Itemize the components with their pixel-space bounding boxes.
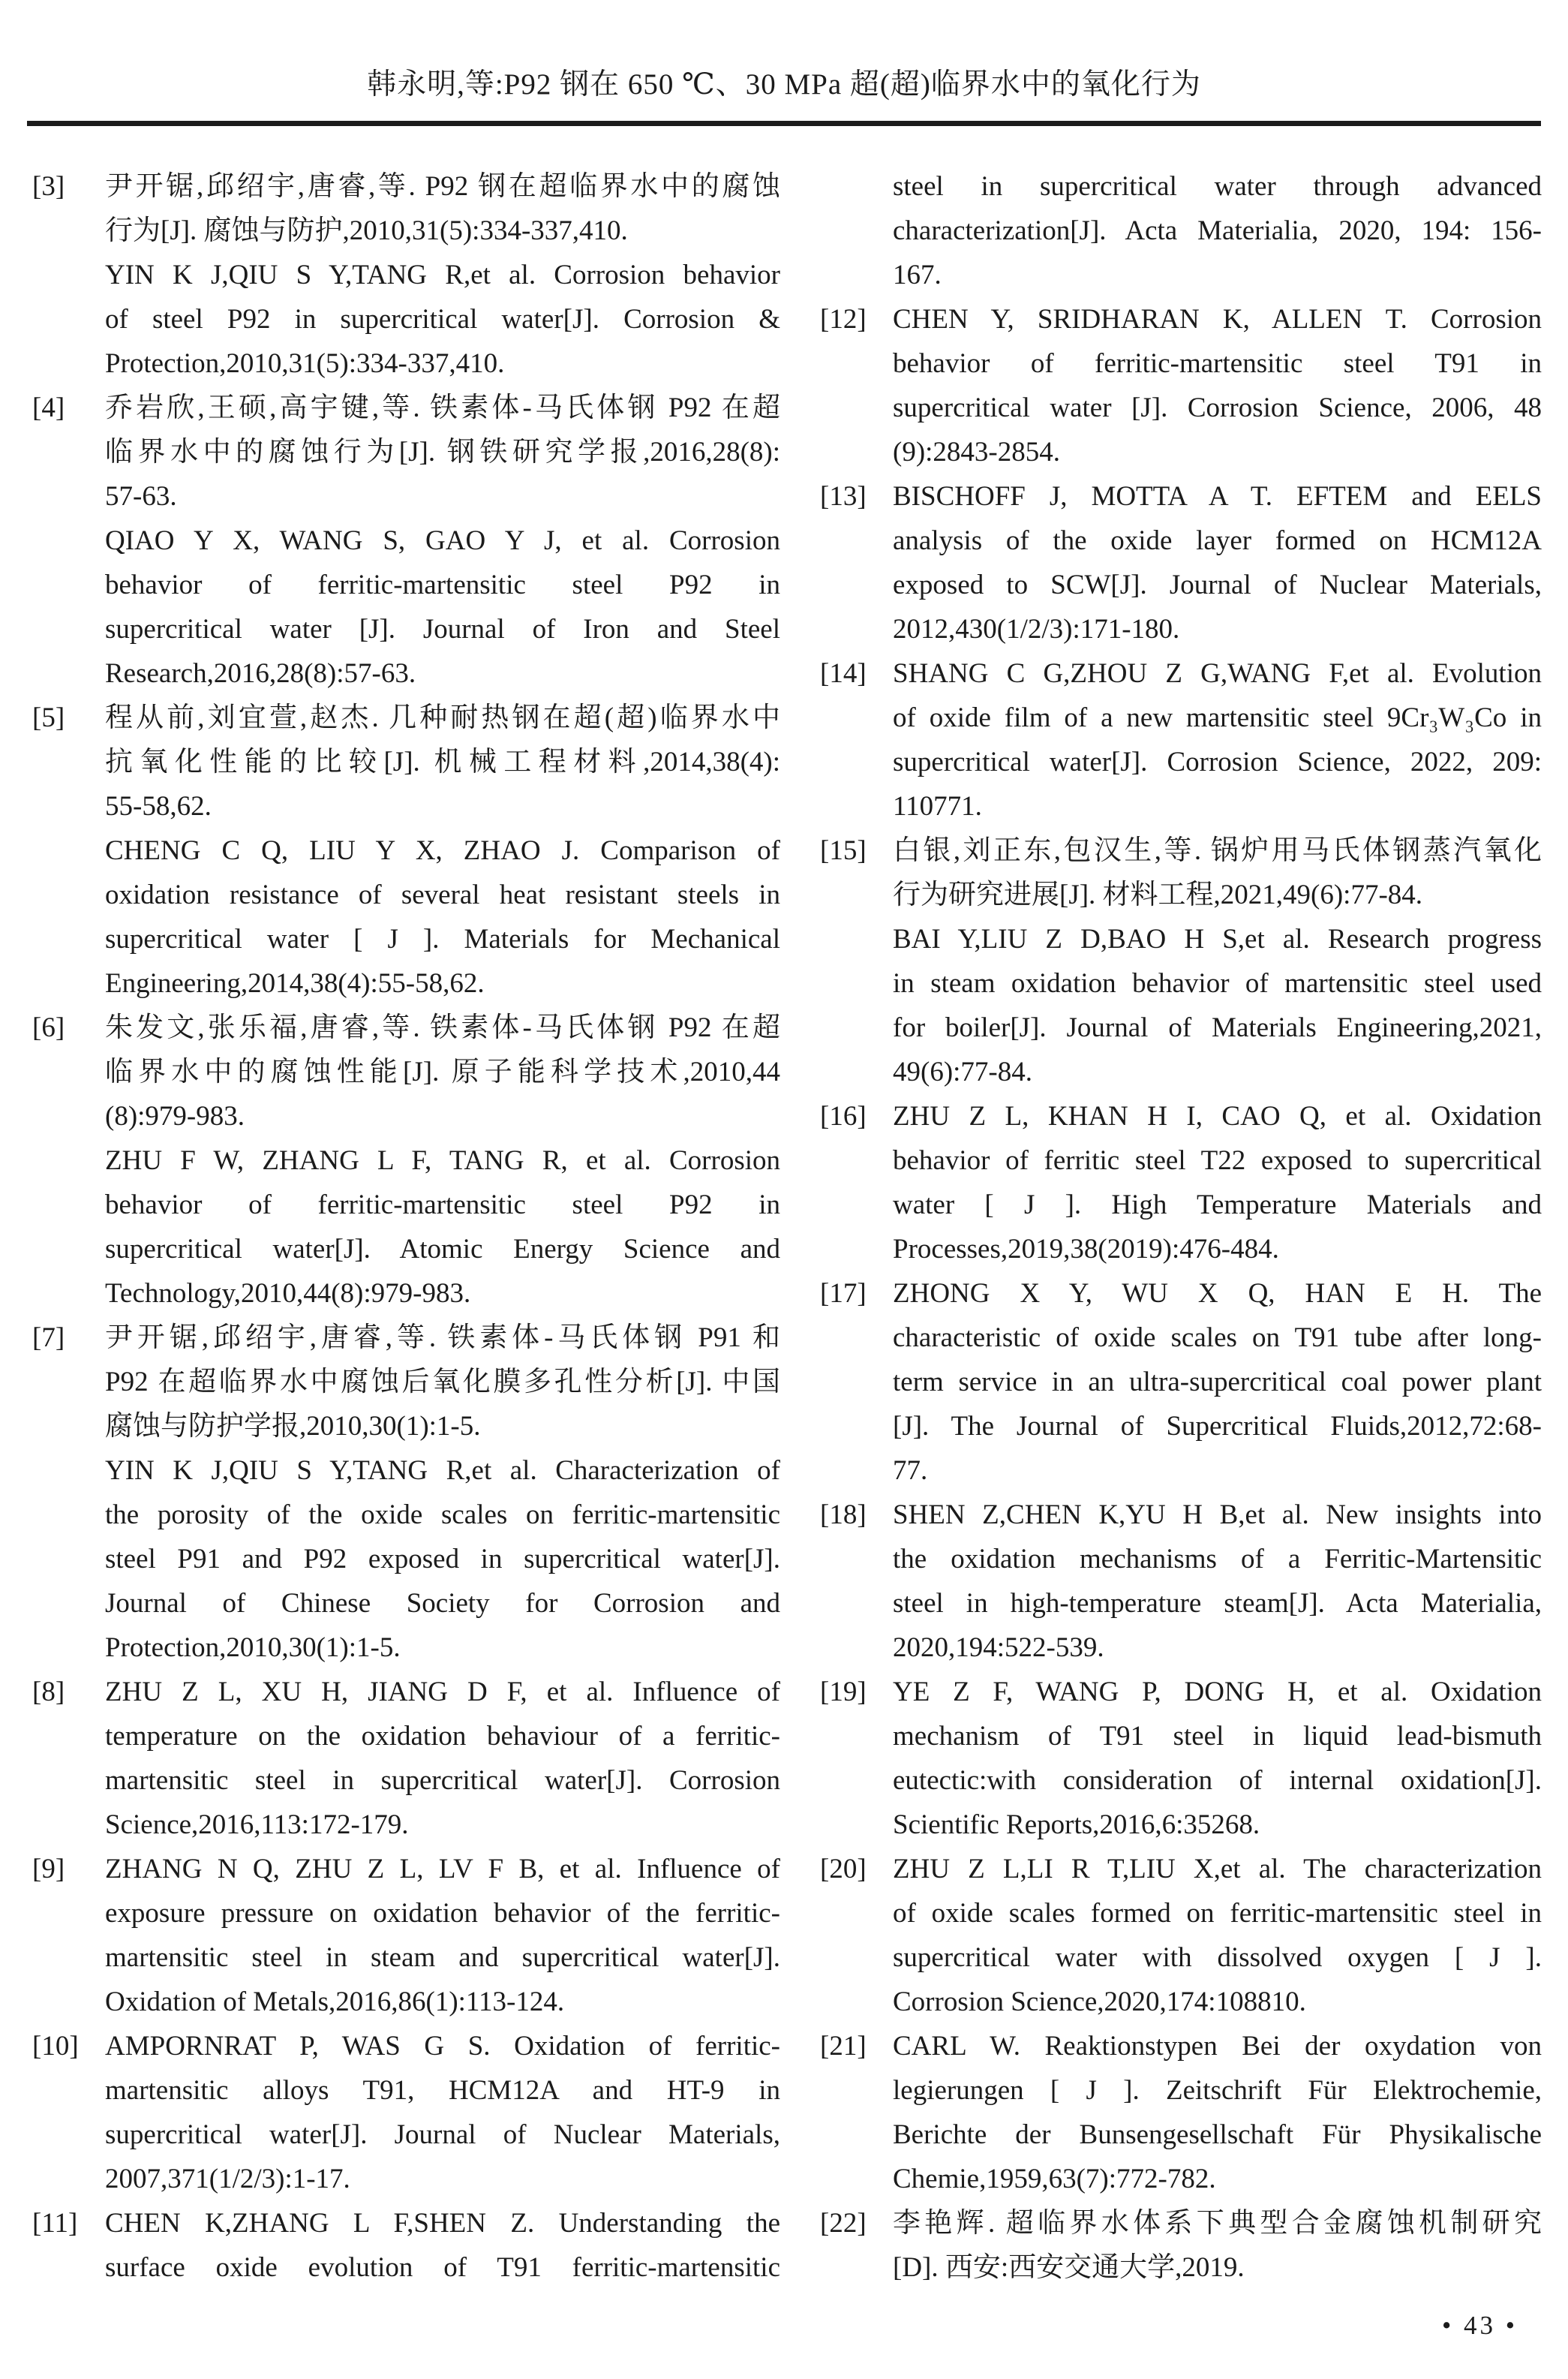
reference-number: [19] bbox=[820, 1677, 867, 1707]
reference-line: supercritical water[J]. Journal of Nuclear Materials, bbox=[105, 2119, 780, 2150]
reference-line: martensitic alloys T91, HCM12A and HT-9 in bbox=[105, 2075, 780, 2106]
reference-number: [5] bbox=[32, 702, 65, 733]
reference-item bbox=[820, 1094, 1542, 1271]
reference-number: [16] bbox=[820, 1101, 867, 1132]
reference-number: [20] bbox=[820, 1854, 867, 1884]
reference-line: AMPORNRAT P, WAS G S. Oxidation of ferritic- bbox=[105, 2031, 780, 2062]
reference-line: BAI Y,LIU Z D,BAO H S,et al. Research progress bbox=[893, 924, 1542, 955]
reference-line: YIN K J,QIU S Y,TANG R,et al. Characterization of bbox=[105, 1455, 780, 1486]
reference-lines bbox=[893, 2024, 1542, 2201]
reference-line: 167. bbox=[893, 260, 942, 290]
reference-lines bbox=[105, 1670, 780, 1847]
reference-item bbox=[32, 1316, 780, 1670]
reference-line: P92 在超临界水中腐蚀后氧化膜多孔性分析[J]. 中国 bbox=[105, 1367, 780, 1397]
reference-line: ZHU Z L, KHAN H I, CAO Q, et al. Oxidation bbox=[893, 1101, 1542, 1132]
reference-line: 行为研究进展[J]. 材料工程,2021,49(6):77-84. bbox=[893, 880, 1423, 910]
reference-number: [13] bbox=[820, 481, 867, 512]
reference-item bbox=[820, 651, 1542, 829]
reference-line: legierungen [ J ]. Zeitschrift Für Elektrochemie, bbox=[893, 2075, 1542, 2106]
reference-lines bbox=[105, 386, 780, 696]
reference-item bbox=[820, 829, 1542, 1094]
reference-item bbox=[820, 2024, 1542, 2201]
reference-item bbox=[820, 297, 1542, 474]
reference-line: Science,2016,113:172-179. bbox=[105, 1809, 409, 1840]
reference-line: behavior of ferritic-martensitic steel P92 in bbox=[105, 1190, 780, 1220]
reference-number: [4] bbox=[32, 392, 65, 423]
references-column-right bbox=[820, 164, 1542, 2290]
reference-line: CHEN Y, SRIDHARAN K, ALLEN T. Corrosion bbox=[893, 304, 1542, 335]
reference-line: 2012,430(1/2/3):171-180. bbox=[893, 614, 1180, 645]
reference-line: 临界水中的腐蚀行为[J]. 钢铁研究学报,2016,28(8): bbox=[105, 437, 780, 468]
reference-number: [21] bbox=[820, 2031, 867, 2062]
reference-line: the porosity of the oxide scales on ferritic-martensitic bbox=[105, 1499, 780, 1530]
reference-line: YIN K J,QIU S Y,TANG R,et al. Corrosion behavior bbox=[105, 260, 780, 290]
reference-line: ZHU Z L, XU H, JIANG D F, et al. Influence of bbox=[105, 1677, 780, 1707]
reference-number: [12] bbox=[820, 304, 867, 335]
reference-lines bbox=[105, 1316, 780, 1670]
reference-number: [6] bbox=[32, 1012, 65, 1043]
reference-line: supercritical water[J]. Corrosion Science, 2022, 209: bbox=[893, 747, 1542, 777]
reference-line: oxidation resistance of several heat resistant steels in bbox=[105, 880, 780, 910]
reference-line: supercritical water [J]. Journal of Iron and Steel bbox=[105, 614, 780, 645]
reference-line: of oxide film of a new martensitic steel 9Cr₃W₃Co in bbox=[893, 702, 1542, 733]
reference-line: [D]. 西安:西安交通大学,2019. bbox=[893, 2252, 1245, 2283]
reference-number bbox=[820, 164, 893, 209]
reference-lines bbox=[105, 2201, 780, 2290]
reference-line: 尹开锯,邱绍宇,唐睿,等. P92 钢在超临界水中的腐蚀 bbox=[105, 171, 780, 202]
reference-line: exposed to SCW[J]. Journal of Nuclear Materials, bbox=[893, 570, 1542, 600]
reference-line: exposure pressure on oxidation behavior of the ferritic- bbox=[105, 1898, 780, 1929]
reference-line: characterization[J]. Acta Materialia, 2020, 194: 156- bbox=[893, 215, 1542, 246]
reference-line: ZHANG N Q, ZHU Z L, LV F B, et al. Influence of bbox=[105, 1854, 780, 1884]
reference-lines bbox=[893, 829, 1542, 1094]
reference-number: [17] bbox=[820, 1278, 867, 1309]
reference-number: [8] bbox=[32, 1677, 65, 1707]
reference-line: 程从前,刘宜萱,赵杰. 几种耐热钢在超(超)临界水中 bbox=[105, 702, 780, 733]
reference-line: Oxidation of Metals,2016,86(1):113-124. bbox=[105, 1987, 565, 2017]
reference-number: [11] bbox=[32, 2208, 78, 2239]
reference-line: Protection,2010,31(5):334-337,410. bbox=[105, 348, 505, 379]
reference-number: [7] bbox=[32, 1322, 65, 1353]
reference-item bbox=[32, 2201, 780, 2290]
reference-line: 腐蚀与防护学报,2010,30(1):1-5. bbox=[105, 1411, 481, 1442]
page-number: • 43 • bbox=[1441, 2311, 1518, 2340]
reference-line: martensitic steel in supercritical water[J]. Corrosion bbox=[105, 1765, 780, 1796]
reference-number: [9] bbox=[32, 1854, 65, 1884]
reference-line: supercritical water [J]. Corrosion Science, 2006, 48 bbox=[893, 392, 1542, 423]
reference-line: SHANG C G,ZHOU Z G,WANG F,et al. Evolution bbox=[893, 658, 1542, 689]
reference-line: characteristic of oxide scales on T91 tube after long- bbox=[893, 1322, 1542, 1353]
reference-line: behavior of ferritic-martensitic steel T91 in bbox=[893, 348, 1542, 379]
reference-item bbox=[820, 1670, 1542, 1847]
reference-lines bbox=[893, 1271, 1542, 1493]
reference-line: SHEN Z,CHEN K,YU H B,et al. New insights into bbox=[893, 1499, 1542, 1530]
reference-line: analysis of the oxide layer formed on HCM12A bbox=[893, 525, 1542, 556]
reference-line: eutectic:with consideration of internal oxidation[J]. bbox=[893, 1765, 1542, 1796]
reference-lines bbox=[893, 474, 1542, 651]
reference-item bbox=[820, 1493, 1542, 1670]
reference-line: (8):979-983. bbox=[105, 1101, 245, 1132]
reference-item bbox=[32, 1847, 780, 2024]
reference-line: ZHONG X Y, WU X Q, HAN E H. The bbox=[893, 1278, 1542, 1309]
reference-line: Chemie,1959,63(7):772-782. bbox=[893, 2164, 1216, 2194]
reference-line: Technology,2010,44(8):979-983. bbox=[105, 1278, 471, 1309]
reference-line: supercritical water [ J ]. Materials for Mechanical bbox=[105, 924, 780, 955]
reference-line: 110771. bbox=[893, 791, 982, 822]
reference-item bbox=[32, 696, 780, 1006]
reference-lines bbox=[105, 2024, 780, 2201]
reference-number: [14] bbox=[820, 658, 867, 689]
reference-line: supercritical water[J]. Atomic Energy Science and bbox=[105, 1234, 780, 1265]
reference-item bbox=[32, 164, 780, 386]
reference-line: water [ J ]. High Temperature Materials and bbox=[893, 1190, 1542, 1220]
reference-line: behavior of ferritic steel T22 exposed to supercritical bbox=[893, 1145, 1542, 1176]
reference-item bbox=[32, 1006, 780, 1316]
reference-lines bbox=[105, 696, 780, 1006]
reference-line: Scientific Reports,2016,6:35268. bbox=[893, 1809, 1260, 1840]
reference-lines bbox=[893, 651, 1542, 829]
reference-line: [J]. The Journal of Supercritical Fluids,2012,72:68- bbox=[893, 1411, 1542, 1442]
reference-line: behavior of ferritic-martensitic steel P92 in bbox=[105, 570, 780, 600]
reference-line: 2007,371(1/2/3):1-17. bbox=[105, 2164, 350, 2194]
reference-line: Processes,2019,38(2019):476-484. bbox=[893, 1234, 1279, 1265]
header-rule bbox=[27, 121, 1541, 126]
reference-lines bbox=[893, 164, 1542, 297]
reference-line: steel P91 and P92 exposed in supercritical water[J]. bbox=[105, 1544, 780, 1574]
reference-line: steel in supercritical water through advanced bbox=[893, 171, 1542, 202]
reference-line: the oxidation mechanisms of a Ferritic-Martensitic bbox=[893, 1544, 1542, 1574]
reference-line: 77. bbox=[893, 1455, 928, 1486]
reference-item bbox=[820, 2201, 1542, 2290]
reference-lines bbox=[105, 164, 780, 386]
reference-item bbox=[32, 386, 780, 696]
reference-line: 行为[J]. 腐蚀与防护,2010,31(5):334-337,410. bbox=[105, 215, 628, 246]
reference-line: CHENG C Q, LIU Y X, ZHAO J. Comparison of bbox=[105, 835, 780, 866]
reference-line: YE Z F, WANG P, DONG H, et al. Oxidation bbox=[893, 1677, 1542, 1707]
reference-line: martensitic steel in steam and supercritical water[J]. bbox=[105, 1942, 780, 1973]
reference-line: Corrosion Science,2020,174:108810. bbox=[893, 1987, 1306, 2017]
reference-number: [3] bbox=[32, 171, 65, 202]
running-title: 韩永明,等:P92 钢在 650 ℃、30 MPa 超(超)临界水中的氧化行为 bbox=[367, 68, 1201, 101]
reference-item bbox=[820, 1271, 1542, 1493]
reference-item bbox=[32, 1670, 780, 1847]
reference-line: of steel P92 in supercritical water[J]. Corrosion & bbox=[105, 304, 780, 335]
reference-line: steel in high-temperature steam[J]. Acta Materialia, bbox=[893, 1588, 1542, 1619]
reference-line: (9):2843-2854. bbox=[893, 437, 1060, 468]
reference-line: supercritical water with dissolved oxygen [ J ]. bbox=[893, 1942, 1542, 1973]
reference-line: Protection,2010,30(1):1-5. bbox=[105, 1632, 401, 1663]
reference-lines bbox=[893, 297, 1542, 474]
reference-line: 57-63. bbox=[105, 481, 177, 512]
reference-lines bbox=[893, 1847, 1542, 2024]
reference-line: 乔岩欣,王硕,高宇键,等. 铁素体-马氏体钢 P92 在超 bbox=[105, 392, 780, 423]
reference-line: 55-58,62. bbox=[105, 791, 212, 822]
reference-line: 临界水中的腐蚀性能[J]. 原子能科学技术,2010,44 bbox=[105, 1057, 780, 1087]
reference-line: 2020,194:522-539. bbox=[893, 1632, 1104, 1663]
reference-line: Journal of Chinese Society for Corrosion and bbox=[105, 1588, 780, 1619]
reference-line: 白银,刘正东,包汉生,等. 锅炉用马氏体钢蒸汽氧化 bbox=[893, 835, 1542, 866]
reference-line: term service in an ultra-supercritical coal power plant bbox=[893, 1367, 1542, 1397]
reference-line: Engineering,2014,38(4):55-58,62. bbox=[105, 968, 485, 999]
reference-item bbox=[32, 2024, 780, 2201]
references-column-left bbox=[32, 164, 780, 2290]
reference-lines bbox=[893, 1094, 1542, 1271]
reference-line: mechanism of T91 steel in liquid lead-bismuth bbox=[893, 1721, 1542, 1752]
reference-line: 尹开锯,邱绍宇,唐睿,等. 铁素体-马氏体钢 P91 和 bbox=[105, 1322, 780, 1353]
reference-line: surface oxide evolution of T91 ferritic-martensitic bbox=[105, 2252, 780, 2283]
reference-number: [10] bbox=[32, 2031, 79, 2062]
reference-line: Research,2016,28(8):57-63. bbox=[105, 658, 416, 689]
reference-line: for boiler[J]. Journal of Materials Engineering,2021, bbox=[893, 1012, 1542, 1043]
reference-line: CHEN K,ZHANG L F,SHEN Z. Understanding the bbox=[105, 2208, 780, 2239]
reference-lines bbox=[105, 1847, 780, 2024]
reference-line: CARL W. Reaktionstypen Bei der oxydation von bbox=[893, 2031, 1542, 2062]
reference-line: ZHU F W, ZHANG L F, TANG R, et al. Corrosion bbox=[105, 1145, 780, 1176]
reference-line: 抗氧化性能的比较[J]. 机械工程材料,2014,38(4): bbox=[105, 747, 780, 777]
reference-line: ZHU Z L,LI R T,LIU X,et al. The characterization bbox=[893, 1854, 1542, 1884]
reference-line: in steam oxidation behavior of martensitic steel used bbox=[893, 968, 1542, 999]
reference-number: [15] bbox=[820, 835, 867, 866]
reference-line: 李艳辉. 超临界水体系下典型合金腐蚀机制研究 bbox=[893, 2208, 1542, 2239]
reference-number: [22] bbox=[820, 2208, 867, 2239]
reference-item bbox=[820, 164, 1542, 297]
reference-line: 朱发文,张乐福,唐睿,等. 铁素体-马氏体钢 P92 在超 bbox=[105, 1012, 780, 1043]
reference-line: 49(6):77-84. bbox=[893, 1057, 1032, 1087]
reference-number: [18] bbox=[820, 1499, 867, 1530]
reference-line: QIAO Y X, WANG S, GAO Y J, et al. Corrosion bbox=[105, 525, 780, 556]
reference-lines bbox=[893, 1670, 1542, 1847]
reference-item bbox=[820, 1847, 1542, 2024]
reference-lines bbox=[105, 1006, 780, 1316]
reference-line: temperature on the oxidation behaviour of a ferritic- bbox=[105, 1721, 780, 1752]
reference-lines bbox=[893, 1493, 1542, 1670]
reference-line: BISCHOFF J, MOTTA A T. EFTEM and EELS bbox=[893, 481, 1542, 512]
reference-lines bbox=[893, 2201, 1542, 2290]
reference-item bbox=[820, 474, 1542, 651]
reference-line: of oxide scales formed on ferritic-martensitic steel in bbox=[893, 1898, 1542, 1929]
reference-line: Berichte der Bunsengesellschaft Für Physikalische bbox=[893, 2119, 1542, 2150]
